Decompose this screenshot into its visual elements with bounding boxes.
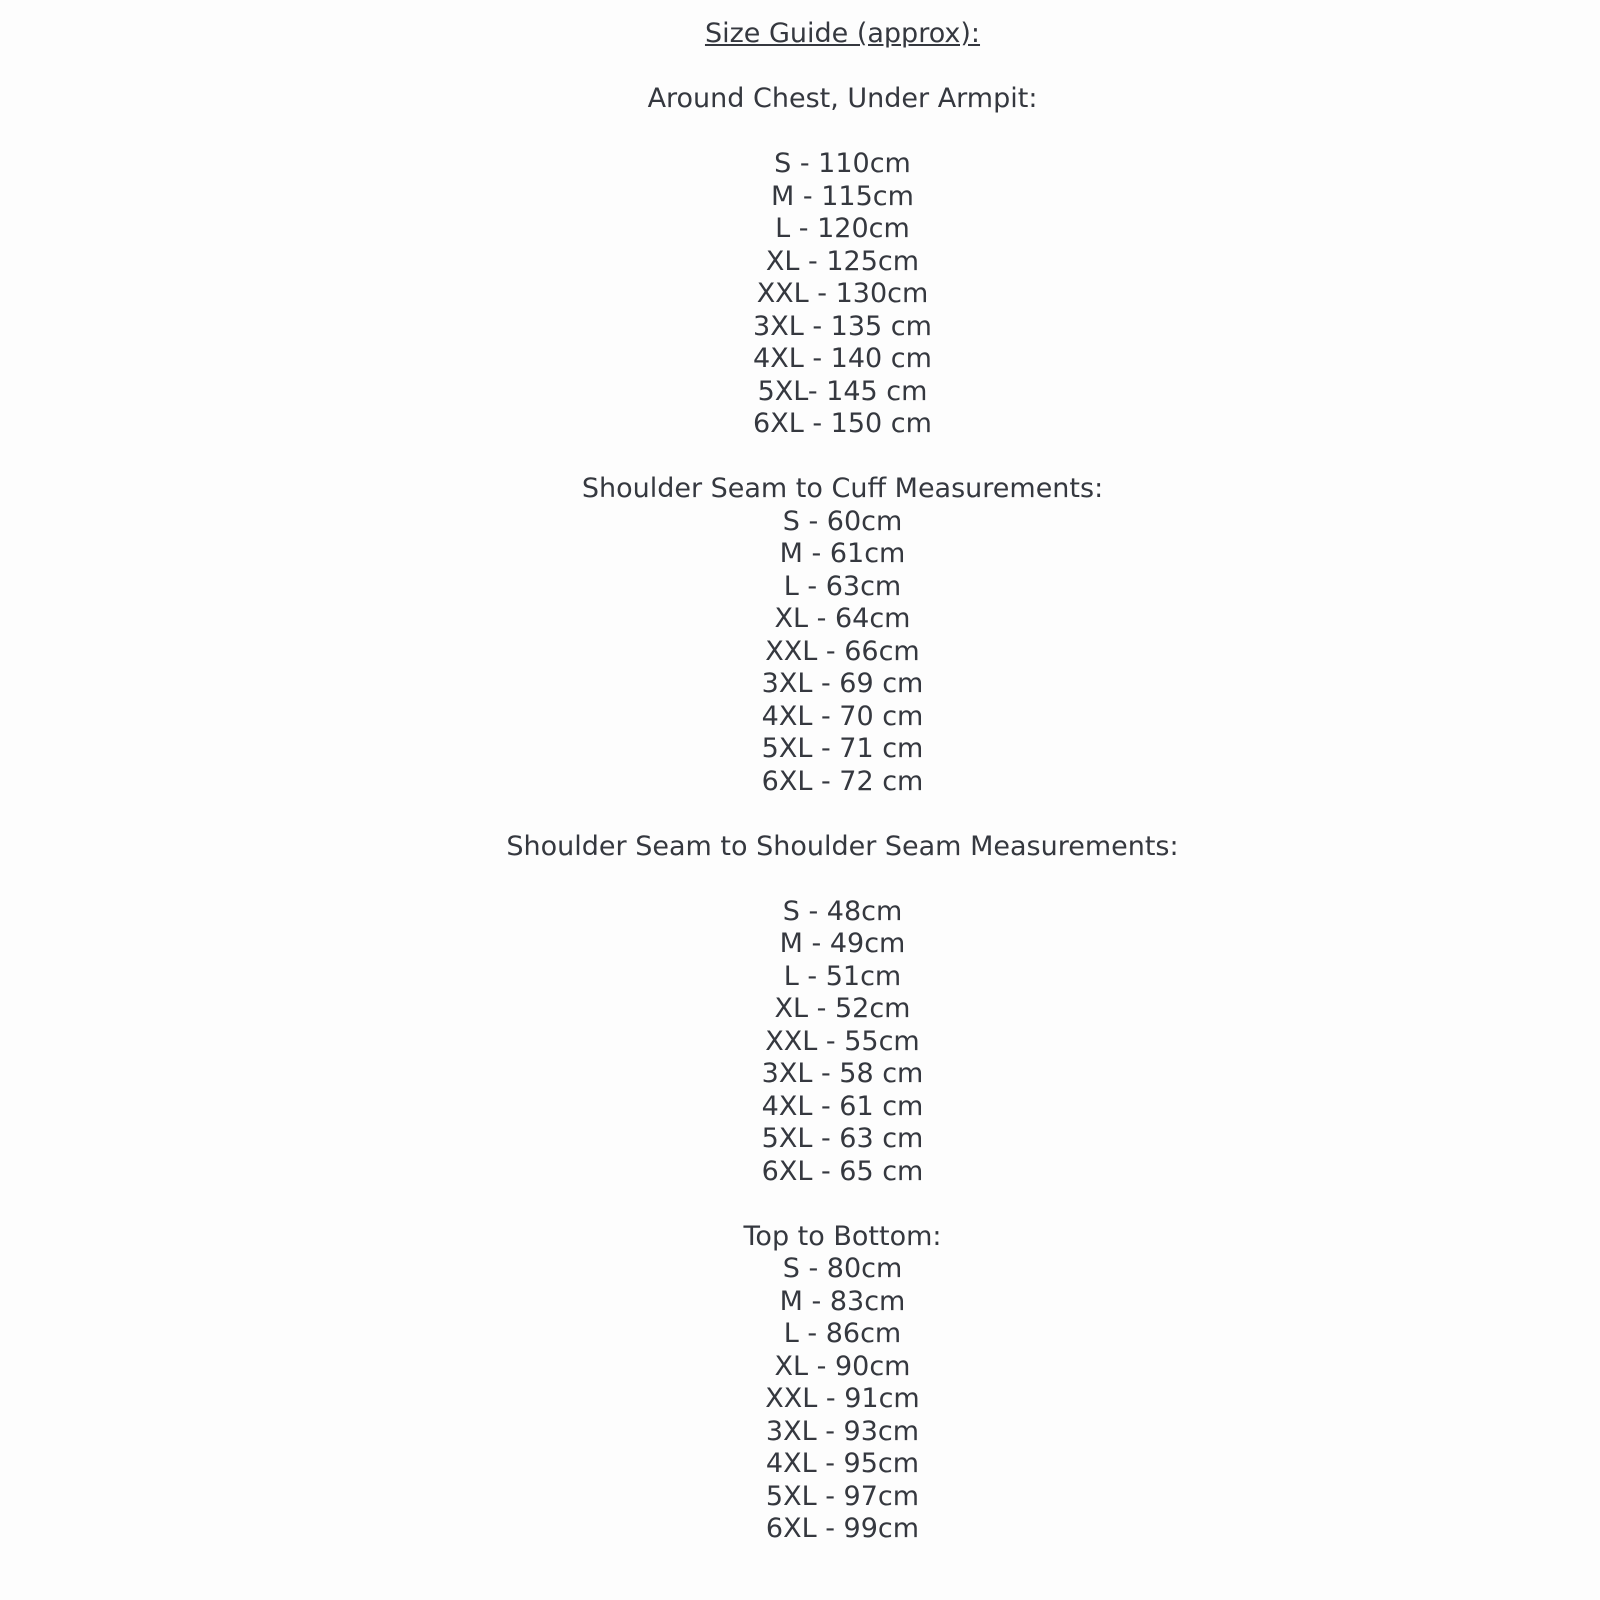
size-entry: M - 115cm	[771, 180, 914, 212]
size-entry: M - 83cm	[779, 1285, 906, 1317]
blank-line	[85, 863, 1600, 896]
blank-line	[85, 116, 1600, 149]
size-entry: S - 60cm	[782, 505, 903, 537]
size-entry: XL - 64cm	[774, 603, 911, 634]
size-entry: L - 86cm	[783, 1318, 902, 1349]
size-entry: 6XL - 72 cm	[761, 765, 924, 797]
size-entry: S - 48cm	[782, 895, 903, 927]
size-entry: 3XL - 69 cm	[761, 668, 924, 699]
size-entry: 4XL - 70 cm	[761, 700, 924, 732]
blank-line	[85, 798, 1600, 831]
size-entry: 3XL - 58 cm	[761, 1058, 924, 1089]
section-heading-cuff: Shoulder Seam to Cuff Measurements:	[581, 473, 1104, 504]
size-entry: 5XL - 97cm	[765, 1480, 920, 1512]
size-entry: XL - 90cm	[774, 1350, 911, 1382]
size-entry: 5XL - 63 cm	[761, 1123, 924, 1154]
section-heading-length: Top to Bottom:	[743, 1220, 942, 1252]
size-entry: S - 80cm	[782, 1253, 903, 1284]
size-entry: 5XL- 145 cm	[757, 375, 928, 407]
size-entry: M - 61cm	[779, 538, 906, 569]
size-entry: 3XL - 93cm	[765, 1415, 920, 1447]
size-entry: 6XL - 150 cm	[753, 408, 932, 439]
size-entry: L - 63cm	[783, 570, 902, 602]
size-entry: 4XL - 95cm	[765, 1448, 920, 1479]
section-heading-chest: Around Chest, Under Armpit:	[647, 83, 1038, 114]
size-entry: 5XL - 71 cm	[761, 733, 924, 764]
size-entry: 6XL - 99cm	[765, 1513, 920, 1544]
blank-line	[85, 1188, 1600, 1221]
size-entry: XL - 125cm	[765, 245, 920, 277]
size-entry: XXL - 130cm	[756, 278, 929, 309]
size-entry: 6XL - 65 cm	[761, 1155, 924, 1187]
size-entry: S - 110cm	[774, 148, 911, 179]
size-entry: L - 120cm	[775, 213, 910, 244]
size-entry: M - 49cm	[779, 928, 906, 959]
size-entry: XXL - 91cm	[765, 1383, 920, 1414]
blank-line	[85, 51, 1600, 84]
size-entry: 4XL - 61 cm	[761, 1090, 924, 1122]
size-entry: XL - 52cm	[774, 993, 911, 1024]
size-entry: L - 51cm	[783, 960, 902, 992]
size-entry: XXL - 55cm	[765, 1025, 920, 1057]
section-heading-shoulder: Shoulder Seam to Shoulder Seam Measurements:	[506, 830, 1179, 862]
size-entry: 4XL - 140 cm	[753, 343, 932, 374]
size-entry: 3XL - 135 cm	[753, 310, 932, 342]
blank-line	[85, 441, 1600, 474]
page-title: Size Guide (approx):	[704, 18, 981, 49]
size-entry: XXL - 66cm	[765, 635, 920, 667]
